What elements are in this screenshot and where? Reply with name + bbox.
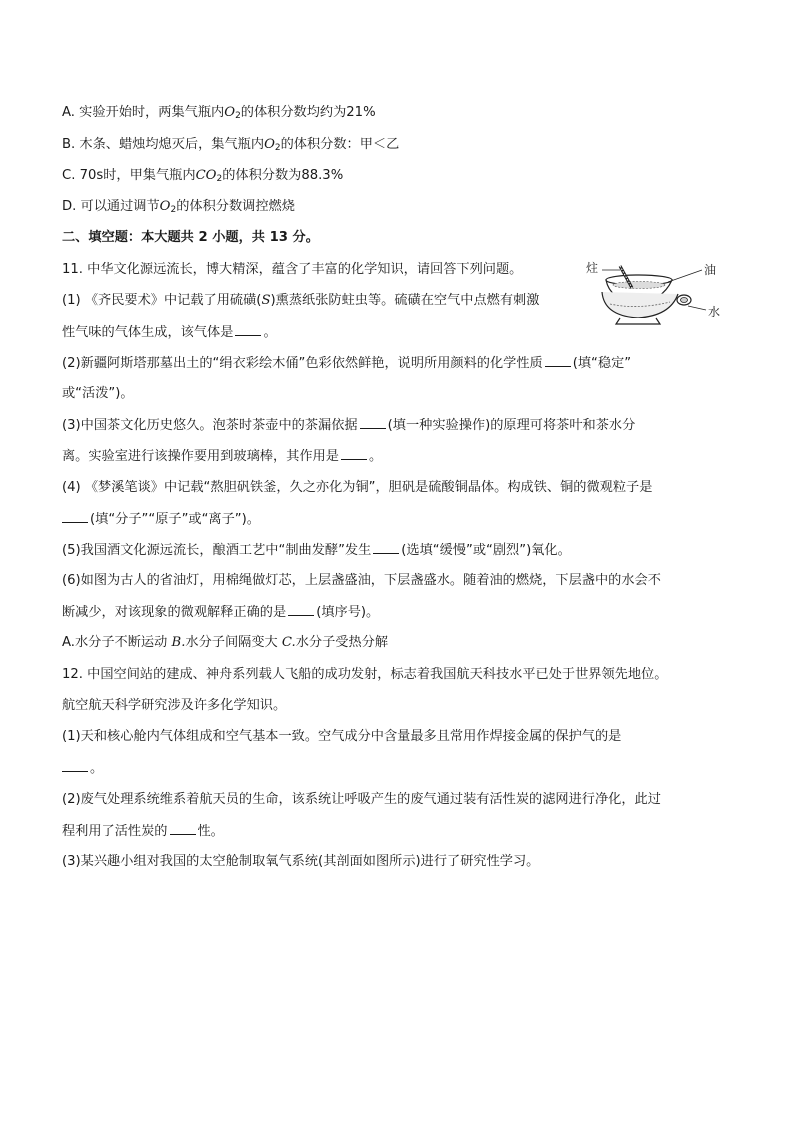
answer-blank[interactable] xyxy=(373,542,399,554)
q11-part5-hint: (选填“缓慢”或“剧烈”)氧化。 xyxy=(401,543,571,558)
q12-part2-line1: (2)废气处理系统维系着航天员的生命，该系统让呼吸产生的废气通过装有活性炭的滤网进行净化，此过 xyxy=(62,792,661,807)
punct: 。 xyxy=(90,761,104,776)
label-oil: 油 xyxy=(704,263,717,277)
q11-part6-choices xyxy=(62,635,388,651)
q11-part5-text: (5)我国酒文化源远流长，酿酒工艺中“制曲发酵”发生 xyxy=(62,543,372,558)
formula: CO xyxy=(195,168,217,183)
choice-b: 水分子间隔变大 xyxy=(185,635,282,650)
option-b-text: B. 木条、蜡烛均熄灭后，集气瓶内 xyxy=(62,137,265,152)
answer-blank[interactable] xyxy=(235,324,261,336)
choice-b-letter: B. xyxy=(171,635,186,650)
choice-c-letter: C. xyxy=(281,635,296,650)
choice-a: A.水分子不断运动 xyxy=(62,635,172,650)
option-d-text: D. 可以通过调节 xyxy=(62,199,160,214)
q12-stem-line2: 航空航天科学研究涉及许多化学知识。 xyxy=(62,698,287,713)
section-heading: 二、填空题：本大题共 2 小题，共 13 分。 xyxy=(62,230,319,245)
answer-blank[interactable] xyxy=(545,355,571,367)
q11-part3-text2: 离。实验室进行该操作要用到玻璃棒，其作用是 xyxy=(62,449,339,464)
q11-part4-hint: (填“分子”“原子”或“离子”)。 xyxy=(90,512,260,527)
q11-part1-text-end: )熏蒸纸张防蛀虫等。硫磺在空气中点燃有刺激 xyxy=(270,293,540,308)
answer-blank[interactable] xyxy=(341,448,367,460)
lamp-base-shape xyxy=(616,318,660,324)
q11-part2-text: (2)新疆阿斯塔那墓出土的“绢衣彩绘木俑”色彩依然鲜艳，说明所用颜料的化学性质 xyxy=(62,356,543,371)
q11-part3-line2 xyxy=(62,448,382,465)
q11-stem: 11. 中华文化源远流长，博大精深，蕴含了丰富的化学知识，请回答下列问题。 xyxy=(62,262,523,277)
formula: O xyxy=(159,199,171,214)
option-b-text-end: 的体积分数：甲＜乙 xyxy=(280,137,400,152)
label-water: 水 xyxy=(708,305,721,319)
q12-part2-line2 xyxy=(62,823,224,840)
option-d-text-end: 的体积分数调控燃烧 xyxy=(176,199,295,214)
q11-part5 xyxy=(62,542,571,559)
punct: 。 xyxy=(263,325,277,340)
q12-part2-text-end: 性。 xyxy=(197,824,224,839)
q11-part6-line2 xyxy=(62,604,379,621)
answer-blank[interactable] xyxy=(288,604,314,616)
formula: O xyxy=(224,105,236,120)
q11-part1-text2: 性气味的气体生成，该气体是 xyxy=(62,325,234,340)
q12-part2-text: 程利用了活性炭的 xyxy=(62,824,168,839)
option-a xyxy=(62,105,376,121)
q11-part6-text: 断减少，对该现象的微观解释正确的是 xyxy=(62,605,287,620)
subscript: 2 xyxy=(235,111,241,121)
choice-c: 水分子受热分解 xyxy=(295,635,389,650)
option-c xyxy=(62,168,343,184)
q12-stem-line1: 12. 中国空间站的建成、神舟系列载人飞船的成功发射，标志着我国航天科技水平已处于世界领先地位。 xyxy=(62,667,668,682)
option-b xyxy=(62,137,399,153)
option-c-text: C. 70s时，甲集气瓶内 xyxy=(62,168,196,183)
q11-part1-line1 xyxy=(62,293,539,309)
label-wick: 炷 xyxy=(586,261,599,275)
q11-part4-line1: (4) 《梦溪笔谈》中记载“熬胆矾铁釜，久之亦化为铜”，胆矾是硫酸铜晶体。构成铁、铜的微观粒子是 xyxy=(62,480,653,495)
q11-part2-line1 xyxy=(62,355,631,372)
spout-opening xyxy=(681,298,688,303)
q11-part6-hint: (填序号)。 xyxy=(316,605,380,620)
q11-part2-line2: 或“活泼”)。 xyxy=(62,386,134,401)
answer-blank[interactable] xyxy=(170,823,196,835)
formula: S xyxy=(261,293,271,308)
q11-part6-line1: (6)如图为古人的省油灯，用棉绳做灯芯，上层盏盛油，下层盏盛水。随着油的燃烧，下层盏中的水会不 xyxy=(62,573,661,588)
q11-part1-text: (1) 《齐民要术》中记载了用硫磺( xyxy=(62,293,262,308)
leader-line-oil xyxy=(668,270,702,282)
answer-blank[interactable] xyxy=(62,511,88,523)
q11-part3-text-end: (填一种实验操作)的原理可将茶叶和茶水分 xyxy=(387,418,636,433)
formula: O xyxy=(264,137,275,152)
subscript: 2 xyxy=(216,174,223,184)
answer-blank[interactable] xyxy=(62,760,88,772)
q11-part3-line1 xyxy=(62,417,635,434)
q12-part1-line1: (1)天和核心舱内气体组成和空气基本一致。空气成分中含量最多且常用作焊接金属的保护气的是 xyxy=(62,729,622,744)
q11-part1-line2 xyxy=(62,324,277,341)
option-a-text: A. 实验开始时，两集气瓶内 xyxy=(62,105,225,120)
subscript: 2 xyxy=(274,143,281,153)
subscript: 2 xyxy=(170,205,177,215)
q11-part4-line2 xyxy=(62,511,260,528)
q11-part3-text: (3)中国茶文化历史悠久。泡茶时茶壶中的茶漏依据 xyxy=(62,418,358,433)
leader-line-water xyxy=(688,306,706,310)
option-c-text-end: 的体积分数为88.3% xyxy=(222,168,344,183)
q12-part1-line2 xyxy=(62,760,103,777)
option-a-text-end: 的体积分数均约为21% xyxy=(240,105,376,120)
oil-lamp-figure xyxy=(584,258,724,328)
punct: 。 xyxy=(368,449,383,464)
option-d xyxy=(62,199,295,215)
q11-part2-hint: (填“稳定” xyxy=(572,356,632,371)
q12-part3: (3)某兴趣小组对我国的太空舱制取氧气系统(其剖面如图所示)进行了研究性学习。 xyxy=(62,854,540,869)
oil-surface-shape xyxy=(613,282,665,289)
answer-blank[interactable] xyxy=(360,417,386,429)
